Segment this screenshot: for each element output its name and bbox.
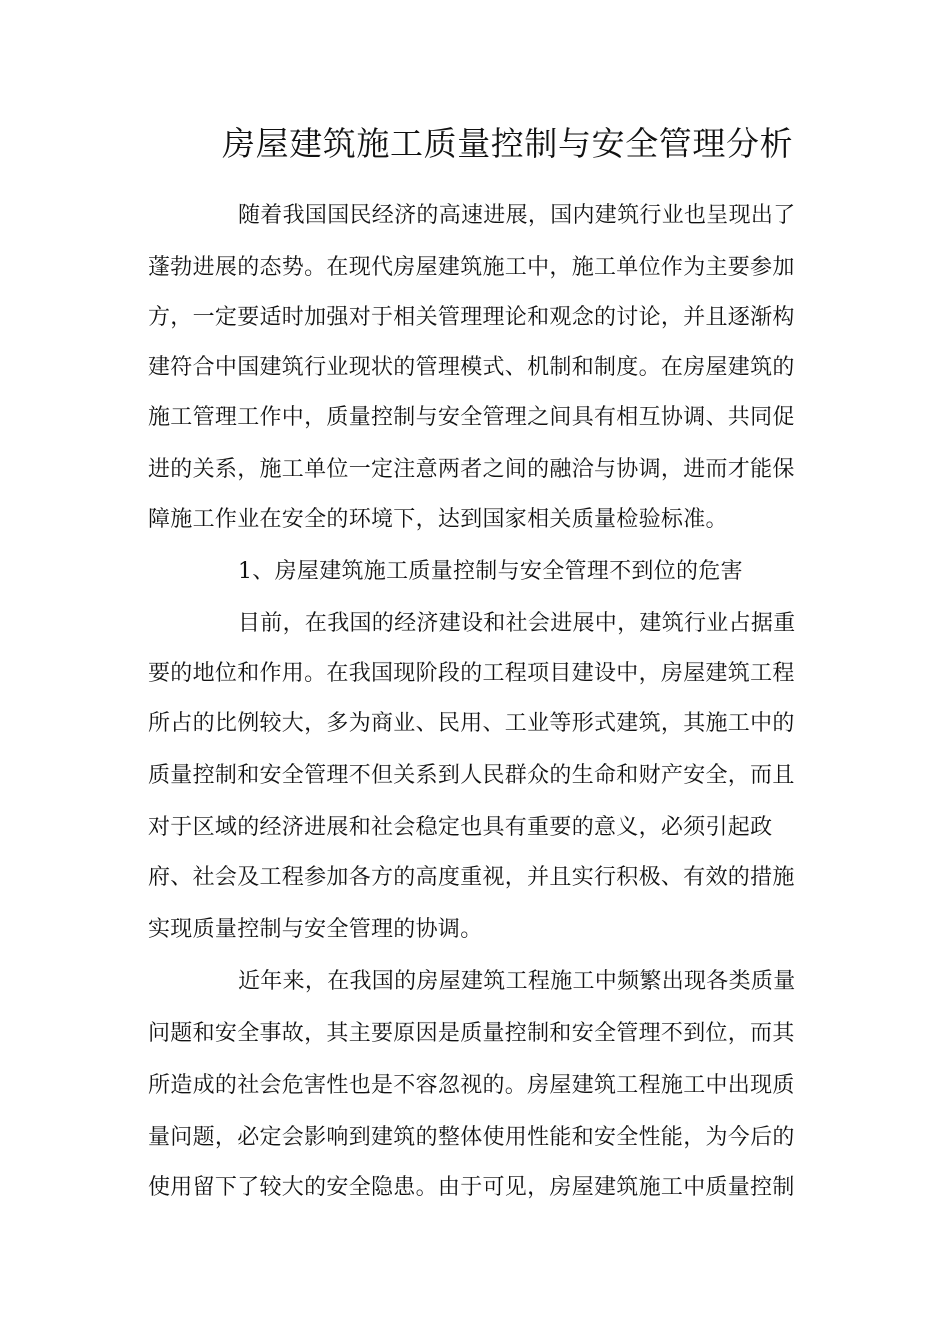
paragraph-line: 所造成的社会危害性也是不容忽视的。房屋建筑工程施工中出现质 [148,1073,795,1098]
paragraph-line: 随着我国国民经济的高速进展，国内建筑行业也呈现出了 [238,203,796,228]
paragraph-line: 目前，在我国的经济建设和社会进展中，建筑行业占据重 [238,611,796,636]
paragraph-line: 要的地位和作用。在我国现阶段的工程项目建设中，房屋建筑工程 [148,661,795,686]
paragraph-line: 蓬勃进展的态势。在现代房屋建筑施工中，施工单位作为主要参加 [148,255,795,280]
paragraph-line: 质量控制和安全管理不但关系到人民群众的生命和财产安全，而且 [148,763,795,788]
paragraph-line: 问题和安全事故，其主要原因是质量控制和安全管理不到位，而其 [148,1021,795,1046]
paragraph-line: 量问题，必定会影响到建筑的整体使用性能和安全性能，为今后的 [148,1125,795,1150]
paragraph-line: 使用留下了较大的安全隐患。由于可见，房屋建筑施工中质量控制 [148,1175,795,1200]
paragraph-line: 施工管理工作中，质量控制与安全管理之间具有相互协调、共同促 [148,405,795,430]
paragraph-line: 方，一定要适时加强对于相关管理理论和观念的讨论，并且逐渐构 [148,305,795,330]
paragraph-line: 实现质量控制与安全管理的协调。 [148,917,483,942]
paragraph-line: 所占的比例较大，多为商业、民用、工业等形式建筑，其施工中的 [148,711,795,736]
paragraph-line: 建符合中国建筑行业现状的管理模式、机制和制度。在房屋建筑的 [148,355,795,380]
paragraph-line: 障施工作业在安全的环境下，达到国家相关质量检验标准。 [148,507,728,532]
section-heading: 1、房屋建筑施工质量控制与安全管理不到位的危害 [238,559,743,584]
paragraph-line: 进的关系，施工单位一定注意两者之间的融洽与协调，进而才能保 [148,457,795,482]
paragraph-line: 对于区域的经济进展和社会稳定也具有重要的意义，必须引起政 [148,815,773,840]
document-title: 房屋建筑施工质量控制与安全管理分析 [222,124,794,163]
paragraph-line: 府、社会及工程参加各方的高度重视，并且实行积极、有效的措施 [148,865,795,890]
paragraph-line: 近年来，在我国的房屋建筑工程施工中频繁出现各类质量 [238,969,796,994]
